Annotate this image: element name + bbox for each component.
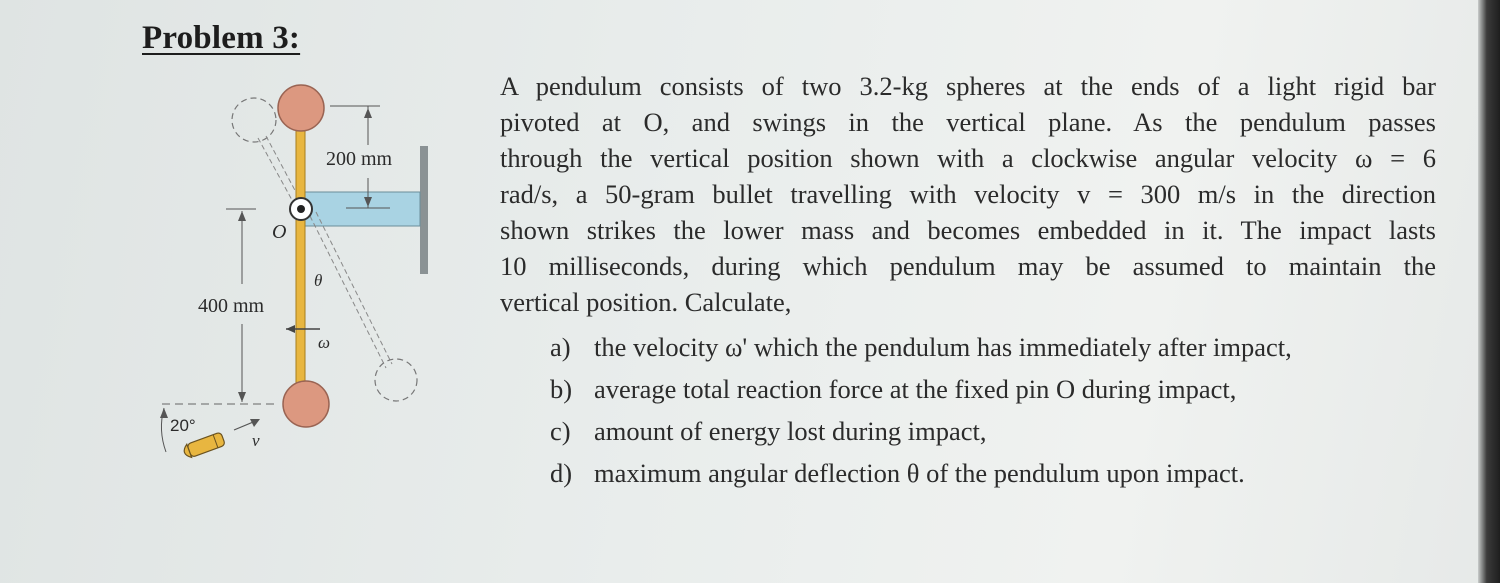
omega-arrowhead [286,325,295,333]
question-text: average total reaction force at the fixed pin O during impact, [594,374,1237,404]
statement-line: pivoted at O, and swings in the vertical plane. As the pendulum passes [500,107,1436,137]
statement-line: rad/s, a 50-gram bullet travelling with velocity v = 300 m/s in the direction [500,179,1436,209]
question-item [550,452,1292,494]
ghost-bar-upper [258,138,292,200]
bullet-angle-label: 20° [170,416,196,435]
question-text: amount of energy lost during impact, [594,416,987,446]
upper-sphere [278,85,324,131]
question-label: a) [550,332,571,362]
ghost-upper-sphere [232,98,276,142]
pivot-inner [297,205,305,213]
pendulum-figure [150,78,440,478]
question-text: the velocity ω' which the pendulum has immediately after impact, [594,332,1292,362]
ghost-lower-sphere [375,359,417,401]
problem-statement [500,68,1436,320]
bullet-angle-arrowhead [160,408,168,418]
question-item [550,326,1292,368]
lower-sphere [283,381,329,427]
ghost-bar-upper-2 [266,136,298,196]
theta-label: θ [314,271,323,290]
question-text: maximum angular deflection θ of the pendulum upon impact. [594,458,1245,488]
wall [420,146,428,274]
statement-line: through the vertical position shown with a clockwise angular velocity ω = 6 [500,143,1436,173]
monitor-edge [1478,0,1500,583]
question-label: d) [550,458,573,488]
dim-label-400mm: 400 mm [198,295,265,317]
statement-line: vertical position. Calculate, [500,287,792,317]
statement-line: 10 milliseconds, during which pendulum may be assumed to maintain the [500,251,1436,281]
question-list [550,326,1292,494]
omega-label: ω [318,333,331,352]
dim-arrowhead-upper [364,108,372,118]
dim-arrowhead-400-top [238,211,246,221]
question-item [550,368,1292,410]
question-label: b) [550,374,573,404]
velocity-label: v [252,431,260,450]
dim-arrowhead-400-bottom [238,392,246,402]
support-arm [305,192,420,226]
statement-line: shown strikes the lower mass and becomes embedded in it. The impact lasts [500,215,1436,245]
problem-title: Problem 3: [142,20,301,56]
bullet [182,432,225,459]
pendulum-bar [296,108,305,408]
pivot-label: O [272,221,287,243]
question-item [550,410,1292,452]
question-label: c) [550,416,571,446]
dim-label-200mm: 200 mm [326,148,393,170]
statement-line: A pendulum consists of two 3.2-kg spheres at the ends of a light rigid bar [500,71,1436,101]
